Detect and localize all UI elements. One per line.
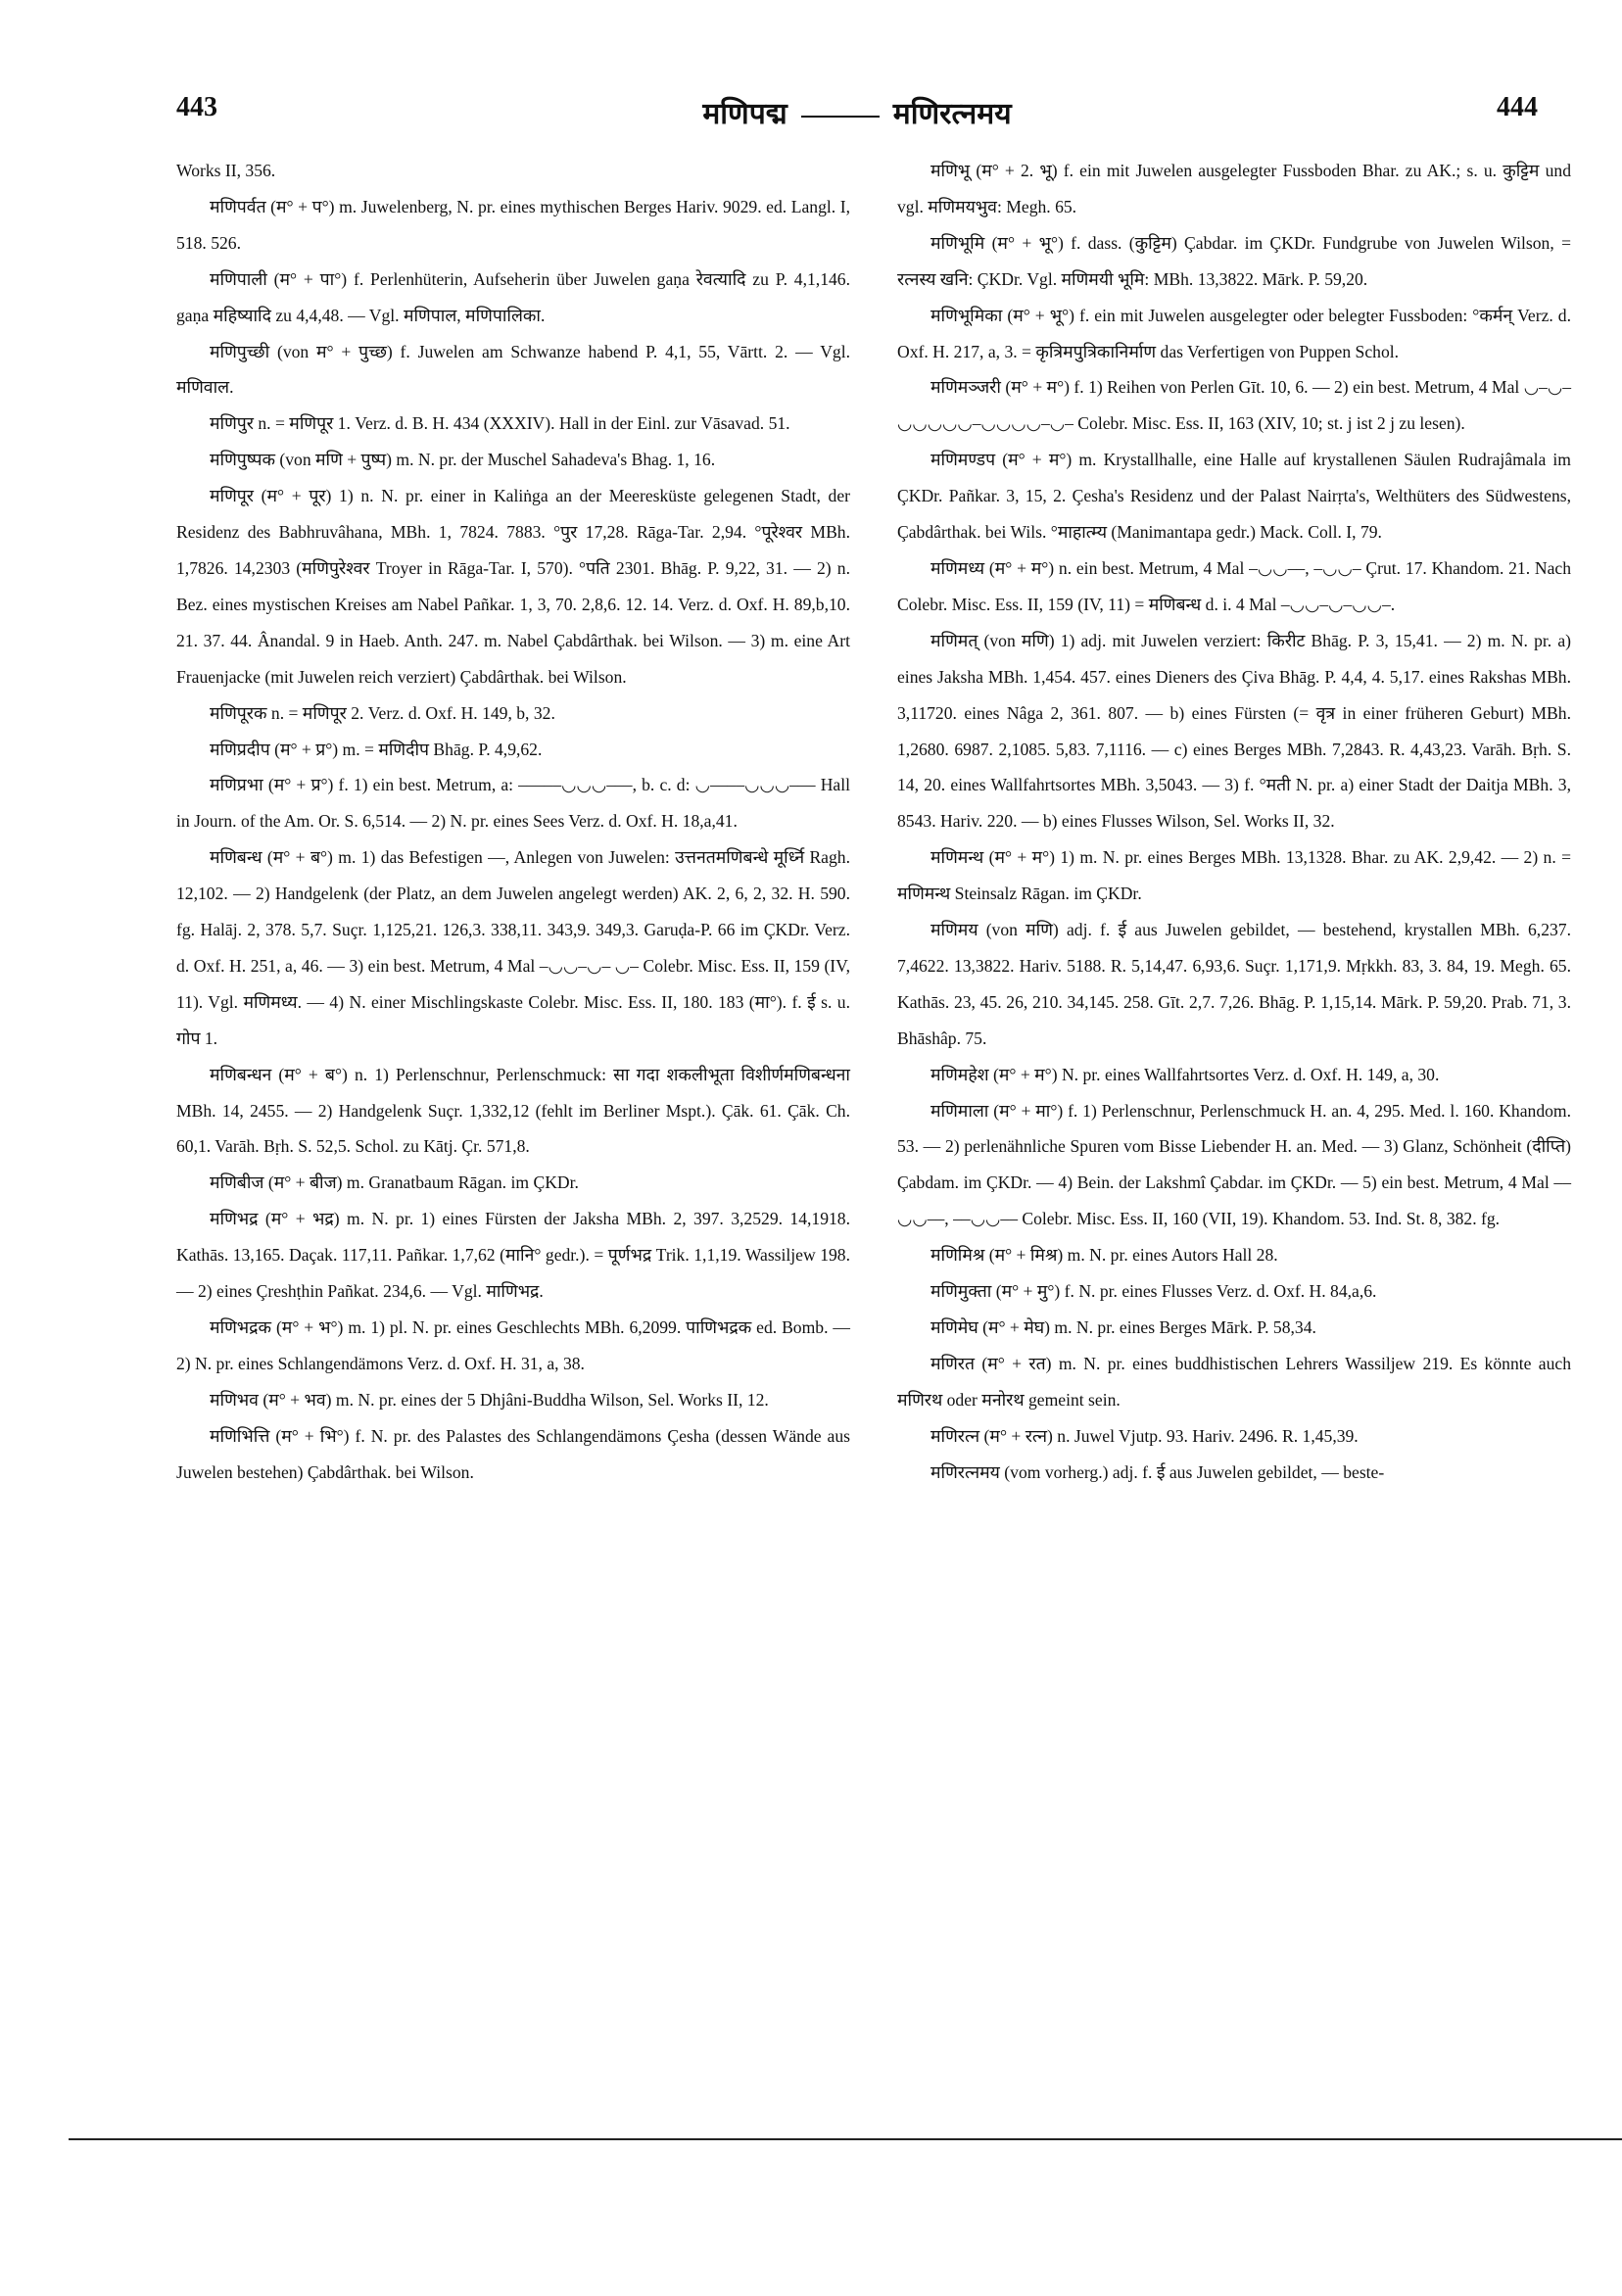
dictionary-entry: मणिमञ्जरी (म° + म°) f. 1) Reihen von Perlen Gīt. 10, 6. — 2) ein best. Metrum, 4 Mal ◡‒◡‒◡◡◡◡◡‒◡◡◡◡‒◡‒ Colebr. Misc. Ess. II, 163 (XIV, 10; st. j ist 2 j zu lesen).: [897, 377, 1571, 434]
dictionary-entry: मणिमहेश (म° + म°) N. pr. eines Wallfahrtsortes Verz. d. Oxf. H. 149, a, 30.: [930, 1064, 1440, 1084]
dictionary-entry: मणिरत (म° + रत) m. N. pr. eines buddhistischen Lehrers Wassiljew 219. Es könnte auch मणिरथ oder मनोरथ gemeint sein.: [897, 1353, 1571, 1410]
dictionary-entry: मणिप्रदीप (म° + प्र°) m. = मणिदीप Bhāg. P. 4,9,62.: [210, 739, 543, 759]
dictionary-entry: मणिभद्रक (म° + भ°) m. 1) pl. N. pr. eines Geschlechts MBh. 6,2099. पाणिभद्रक ed. Bomb. — 2) N. pr. eines Schlangendämons Verz. d. Oxf. H. 31, a, 38.: [176, 1317, 850, 1373]
dictionary-entry: मणिबन्ध (म° + ब°) m. 1) das Befestigen —, Anlegen von Juwelen: उत्तनतमणिबन्धे मूर्ध्नि Ragh. 12,102. — 2) Handgelenk (der Platz, an dem Juwelen angelegt werden) AK. 2, 6, 2, 32. H. 590. fg. Halāj. 2, 378. 5,7. Suçr. 1,125,21. 126,3. 338,11. 343,9. 349,3. Garuḍa-P. 66 im ÇKDr. Verz. d. Oxf. H. 251, a, 46. — 3) ein best. Metrum, 4 Mal ‒◡◡‒◡‒ ◡‒ Colebr. Misc. Ess. II, 159 (IV, 11). Vgl. मणिमध्य. — 4) N. einer Mischlingskaste Colebr. Misc. Ess. II, 180. 183 (मा°). f. ई s. u. गोप 1.: [176, 847, 850, 1048]
dictionary-entry: मणिरत्न (म° + रत्न) n. Juwel Vjutp. 93. Hariv. 2496. R. 1,45,39.: [930, 1425, 1359, 1446]
dictionary-entry: मणिबीज (म° + बीज) m. Granatbaum Rāgan. im ÇKDr.: [210, 1172, 579, 1193]
dictionary-entry: मणिपूरक n. = मणिपूर 2. Verz. d. Oxf. H. 149, b, 32.: [210, 702, 555, 723]
dictionary-entry: मणिमध्य (म° + म°) n. ein best. Metrum, 4 Mal ‒◡◡‒‒, ‒◡◡‒ Çrut. 17. Khandom. 21. Nach Colebr. Misc. Ess. II, 159 (IV, 11) = मणिबन्ध d. i. 4 Mal ‒◡◡‒◡‒◡◡‒.: [897, 557, 1571, 614]
dictionary-entry: मणिपुष्पक (von मणि + पुष्प) m. N. pr. der Muschel Sahadeva's Bhag. 1, 16.: [210, 450, 716, 470]
left-guide-word: मणिपद्म: [702, 98, 787, 130]
dictionary-entry: मणिभूमिका (म° + भू°) f. ein mit Juwelen ausgelegter oder belegter Fussboden: °कर्मन् Verz. d. Oxf. H. 217, a, 3. = कृत्रिमपुत्रिकानिर्माण das Verfertigen von Puppen Schol.: [897, 305, 1571, 361]
page-header: [176, 92, 1538, 131]
dictionary-entry: मणिभूमि (म° + भू°) f. dass. (कुट्टिम) Çabdar. im ÇKDr. Fundgrube von Juwelen Wilson, = रत्नस्य खनि: ÇKDr. Vgl. मणिमयी भूमि: MBh. 13,3822. Mārk. P. 59,20.: [897, 232, 1571, 289]
dictionary-entry: मणिपूर (म° + पूर) 1) n. N. pr. einer in Kaliṅga an der Meeresküste gelegenen Stadt, der Residenz des Babhruvâhana, MBh. 1, 7824. 7883. °पुर 17,28. Rāga-Tar. 2,94. °पूरेश्वर MBh. 1,7826. 14,2303 (मणिपुरेश्वर Troyer in Rāga-Tar. I, 570). °पति 2301. Bhāg. P. 9,22, 31. — 2) n. Bez. eines mystischen Kreises am Nabel Pañkar. 1, 3, 70. 2,8,6. 12. 14. Verz. d. Oxf. H. 89,b,10. 21. 37. 44. Ânandal. 9 in Haeb. Anth. 247. m. Nabel Çabdârthak. bei Wilson. — 3) m. eine Art Frauenjacke (mit Juwelen reich verziert) Çabdârthak. bei Wilson.: [176, 486, 850, 687]
left-page-number: 443: [176, 92, 217, 122]
dictionary-entry: मणिपुर n. = मणिपूर 1. Verz. d. B. H. 434 (XXXIV). Hall in der Einl. zur Vāsavad. 51.: [210, 413, 790, 434]
running-head: [176, 92, 1538, 132]
dictionary-entry: मणिरत्नमय (vom vorherg.) adj. f. ई aus Juwelen gebildet, — beste-: [930, 1461, 1385, 1482]
dictionary-entry: मणिमन्थ (म° + म°) 1) m. N. pr. eines Berges MBh. 13,1328. Bhar. zu AK. 2,9,42. — 2) n. = मणिमन्थ Steinsalz Rāgan. im ÇKDr.: [897, 847, 1571, 904]
dictionary-entry: मणिमय (von मणि) adj. f. ई aus Juwelen gebildet, — bestehend, krystallen MBh. 6,237. 7,4622. 13,3822. Hariv. 5188. R. 5,14,47. 6,93,6. Suçr. 1,171,9. Mṛkkh. 83, 3. 84, 19. Megh. 65. Kathās. 23, 45. 26, 210. 34,145. 258. Gīt. 2,7. 7,26. Bhāg. P. 1,15,14. Mārk. P. 59,20. Prab. 71, 3. Bhāshâp. 75.: [897, 920, 1571, 1048]
dictionary-entry: Works II, 356.: [176, 161, 276, 180]
dictionary-entry: मणिमण्डप (म° + म°) m. Krystallhalle, eine Halle auf krystallenen Säulen Rudrajâmala im ÇKDr. Pañkar. 3, 15, 2. Çesha's Residenz und der Palast Nairṛta's, Welthüters des Südwestens, Çabdârthak. bei Wils. °माहात्म्य (Manimantapa gedr.) Mack. Coll. I, 79.: [897, 450, 1571, 543]
header-dash: [801, 116, 880, 118]
dictionary-entry: मणिपर्वत (म° + प°) m. Juwelenberg, N. pr. eines mythischen Berges Hariv. 9029. ed. Langl. I, 518. 526.: [176, 196, 850, 253]
dictionary-entry: मणिबन्धन (म° + ब°) n. 1) Perlenschnur, Perlenschmuck: सा गदा शकलीभूता विशीर्णमणिबन्धना MBh. 14, 2455. — 2) Handgelenk Suçr. 1,332,12 (fehlt im Berliner Mspt.). Çāk. 61. Çāk. Ch. 60,1. Varāh. Bṛh. S. 52,5. Schol. zu Kātj. Çr. 571,8.: [176, 1064, 850, 1157]
left-column: [176, 153, 850, 1491]
dictionary-entry: मणिमुक्ता (म° + मु°) f. N. pr. eines Flusses Verz. d. Oxf. H. 84,a,6.: [930, 1281, 1377, 1302]
right-page-number: 444: [1497, 92, 1538, 122]
dictionary-entry: मणिपाली (म° + पा°) f. Perlenhüterin, Aufseherin über Juwelen gaṇa रेवत्यादि zu P. 4,1,146. gaṇa महिष्यादि zu 4,4,48. — Vgl. मणिपाल, मणिपालिका.: [176, 268, 850, 325]
dictionary-entry: मणिपुच्छी (von म° + पुच्छ) f. Juwelen am Schwanze habend P. 4,1, 55, Vārtt. 2. — Vgl. मणिवाल.: [176, 341, 850, 398]
dictionary-entry: मणिमिश्र (म° + मिश्र) m. N. pr. eines Autors Hall 28.: [930, 1245, 1278, 1266]
dictionary-entry: मणिभू (म° + 2. भू) f. ein mit Juwelen ausgelegter Fussboden Bhar. zu AK.; s. u. कुट्टिम und vgl. मणिमयभुव: Megh. 65.: [897, 161, 1571, 216]
dictionary-entry: मणिमेघ (म° + मेघ) m. N. pr. eines Berges Mārk. P. 58,34.: [930, 1317, 1316, 1337]
dictionary-entry: मणिमत् (von मणि) 1) adj. mit Juwelen verziert: किरीट Bhāg. P. 3, 15,41. — 2) m. N. pr. a) eines Jaksha MBh. 1,454. 457. eines Dieners des Çiva Bhāg. P. 4,4, 4. 5,17. eines Rakshas MBh. 3,11720. eines Nâga 2, 361. 807. — b) eines Fürsten (= वृत्र in einer früheren Geburt) MBh. 1,2680. 6987. 2,1085. 5,83. 7,1116. — c) eines Berges MBh. 7,2843. R. 4,43,23. Varāh. Bṛh. S. 14, 20. eines Wallfahrtsortes MBh. 3,5043. — 3) f. °मती N. pr. a) einer Stadt der Daitja MBh. 3, 8543. Hariv. 220. — b) eines Flusses Wilson, Sel. Works II, 32.: [897, 630, 1571, 832]
dictionary-entry: मणिमाला (म° + मा°) f. 1) Perlenschnur, Perlenschmuck H. an. 4, 295. Med. l. 160. Khandom. 53. — 2) perlenähnliche Spuren vom Bisse Liebender H. an. Med. — 3) Glanz, Schönheit (दीप्ति) Çabdam. im ÇKDr. — 4) Bein. der Lakshmî Çabdar. im ÇKDr. — 5) ein best. Metrum, 4 Mal ‒‒◡◡‒‒, ‒‒◡◡‒‒ Colebr. Misc. Ess. II, 160 (VII, 19). Khandom. 53. Ind. St. 8, 382. fg.: [897, 1100, 1571, 1229]
dictionary-entry: मणिभव (म° + भव) m. N. pr. eines der 5 Dhjâni-Buddha Wilson, Sel. Works II, 12.: [210, 1389, 769, 1410]
dictionary-entry: मणिभद्र (म° + भद्र) m. N. pr. 1) eines Fürsten der Jaksha MBh. 2, 397. 3,2529. 14,1918. Kathās. 13,165. Daçak. 117,11. Pañkar. 1,7,62 (मानि° gedr.). = पूर्णभद्र Trik. 1,1,19. Wassiljew 198. — 2) eines Çreshṭhin Pañkat. 234,6. — Vgl. माणिभद्र.: [176, 1209, 850, 1302]
right-column: [897, 153, 1571, 1491]
dictionary-entry: मणिभित्ति (म° + भि°) f. N. pr. des Palastes des Schlangendämons Çesha (dessen Wände aus Juwelen bestehen) Çabdârthak. bei Wilson.: [176, 1425, 850, 1482]
dictionary-entry: मणिप्रभा (म° + प्र°) f. 1) ein best. Metrum, a: ‒‒‒‒‒◡◡◡‒‒‒, b. c. d: ◡‒‒‒‒◡◡◡‒‒‒ Hall in Journ. of the Am. Or. S. 6,514. — 2) N. pr. eines Sees Verz. d. Oxf. H. 18,a,41.: [176, 775, 850, 832]
bottom-rule: [69, 2138, 1622, 2140]
right-guide-word: मणिरत्नमय: [892, 98, 1012, 130]
